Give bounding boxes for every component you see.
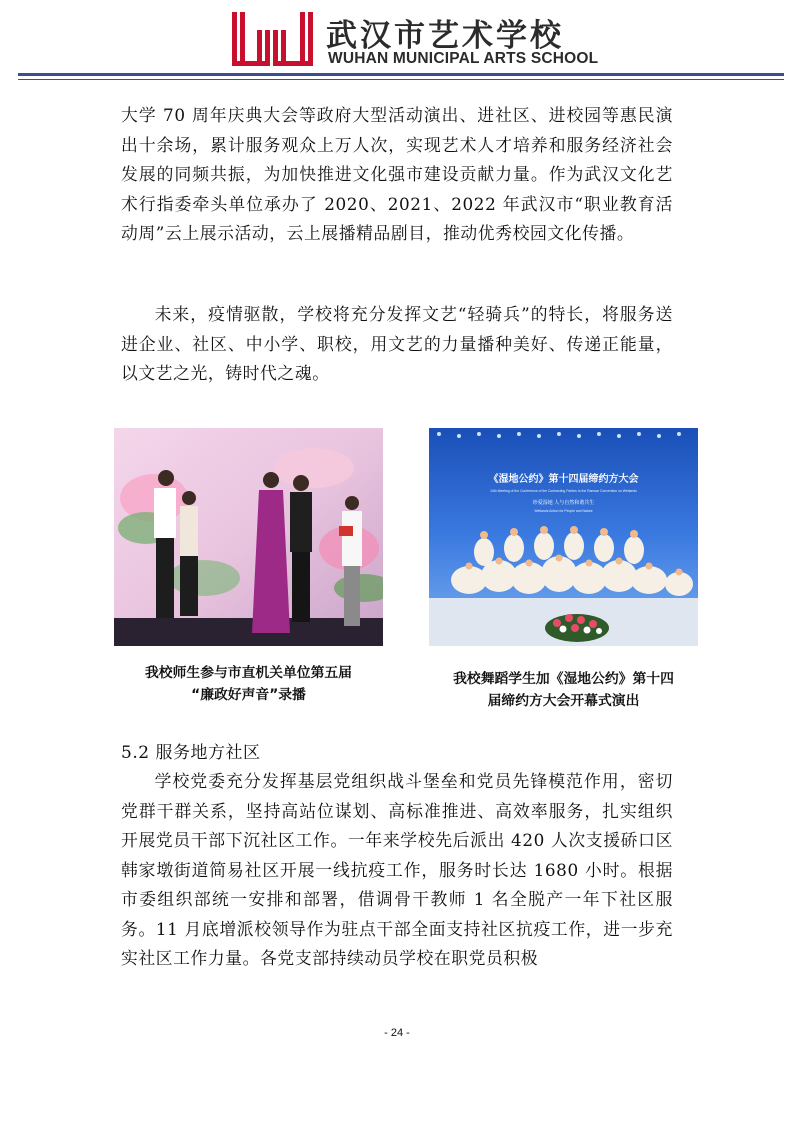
photo-ramsar-performance — [429, 428, 698, 646]
stage-photo-image — [114, 428, 383, 646]
caption-1-line-1: 我校师生参与市直机关单位第五届 — [145, 665, 352, 681]
header-rule-thin — [18, 79, 784, 80]
header-rule-thick — [18, 73, 784, 76]
section-heading-5-2: 5.2 服务地方社区 — [121, 743, 261, 763]
screen-title: 《湿地公约》第十四届缔约方大会 — [488, 474, 639, 485]
school-name-en: WUHAN MUNICIPAL ARTS SCHOOL — [328, 50, 599, 67]
photo-speech-recording — [114, 428, 383, 646]
page-number: - 24 - — [384, 1027, 410, 1039]
page-header — [0, 0, 794, 90]
school-logo-icon — [232, 12, 318, 66]
paragraph-1: 大学 70 周年庆典大会等政府大型活动演出、进社区、进校园等惠民演出十余场，累计服务观众上万人次，实现艺术人才培养和服务经济社会发展的同频共振，为加快推进文化强市建设贡献力量。作为武汉文化艺术行指委牵头单位承办了 2020、2021、2022 年武汉市“职业教育活动周”云上展示活动，云上展播精品剧目，推动优秀校园文化传播。 — [121, 105, 673, 243]
caption-2-line-1: 我校舞蹈学生加《湿地公约》第十四 — [453, 671, 674, 687]
caption-1-line-2: “廉政好声音”录播 — [191, 687, 306, 703]
screen-theme-cn: 珍爱湿地 人与自然和谐共生 — [532, 500, 595, 506]
caption-photo-2 — [424, 668, 703, 712]
paragraph-2: 未来，疫情驱散，学校将充分发挥文艺“轻骑兵”的特长，将服务送进企业、社区、中小学、职校，用文艺的力量播种美好、传递正能量，以文艺之光，铸时代之魂。 — [121, 304, 673, 383]
school-name-cn: 武汉市艺术学校 — [326, 18, 564, 54]
ramsar-stage-image — [429, 428, 698, 646]
caption-2-line-2: 届缔约方大会开幕式演出 — [487, 693, 640, 709]
screen-subtitle: 14th Meeting of the Conference of the Contracting Parties to the Ramsar Convention on Wetlands — [490, 489, 637, 493]
caption-photo-1 — [114, 662, 383, 706]
paragraph-3: 学校党委充分发挥基层党组织战斗堡垒和党员先锋模范作用，密切党群干群关系，坚持高站位谋划、高标准推进、高效率服务，扎实组织开展党员干部下沉社区工作。一年来学校先后派出 420 人次支援硚口区韩家墩街道简易社区开展一线抗疫工作，服务时长达 1680 小时。根据市委组织部统一安排和部署，借调骨干教师 1 名全脱产一年下社区服务。11 月底增派校领导作为驻点干部全面支持社区抗疫工作，进一步充实社区工作力量。各党支部持续动员学校在职党员积极 — [121, 771, 673, 968]
screen-theme-en: Wetlands Action for People and Nature — [534, 509, 593, 513]
